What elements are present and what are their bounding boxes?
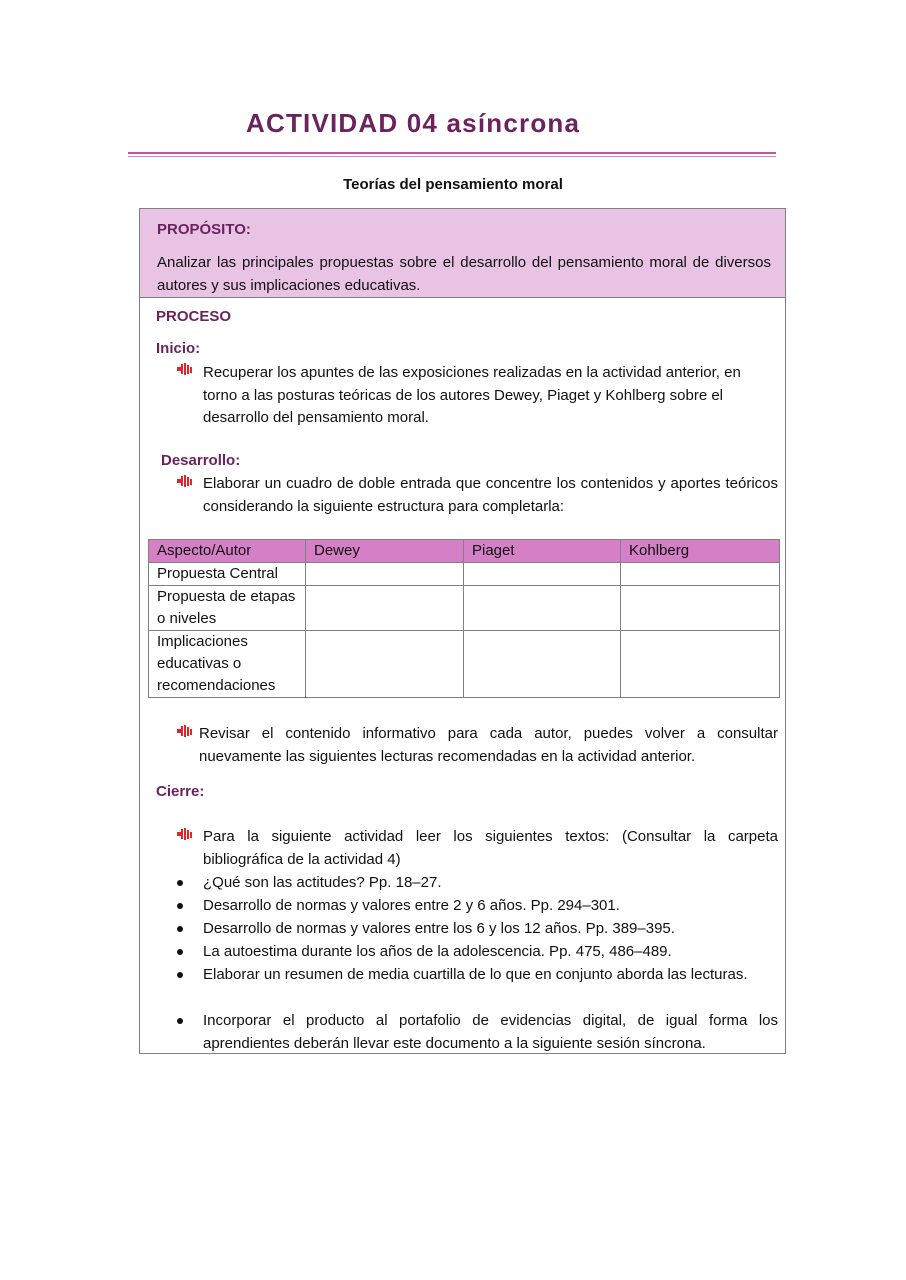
process-heading: PROCESO xyxy=(156,308,232,325)
table-cell xyxy=(464,586,621,631)
red-hand-pointer-icon xyxy=(176,724,192,738)
table-cell xyxy=(306,586,464,631)
revisar-text: Revisar el contenido informativo para cada autor, puedes volver a consultar nuevamente las siguientes lecturas recomendadas en la actividad anterior. xyxy=(199,725,778,765)
table-row xyxy=(149,631,780,698)
red-hand-pointer-icon xyxy=(176,474,192,488)
reading-list-item: ¿Qué son las actitudes? Pp. 18–27. xyxy=(203,874,442,891)
table-cell xyxy=(621,631,780,698)
title-rule xyxy=(128,152,776,154)
desarrollo-item-text: Elaborar un cuadro de doble entrada que concentre los contenidos y aportes teóricos considerando la siguiente estructura para completarla: xyxy=(203,475,778,515)
cierre-item-text: Para la siguiente actividad leer los siguientes textos: (Consultar la carpeta bibliográfica de la actividad 4) xyxy=(203,828,778,868)
red-hand-pointer-icon xyxy=(176,827,192,841)
table-cell xyxy=(621,586,780,631)
reading-list-item: Desarrollo de normas y valores entre los 6 y los 12 años. Pp. 389–395. xyxy=(203,920,675,937)
table-header-row xyxy=(149,540,780,563)
bullet-dot-icon xyxy=(177,972,183,978)
document-title: ACTIVIDAD 04 asíncrona xyxy=(246,108,581,138)
bullet-dot-icon xyxy=(177,926,183,932)
reading-list-item: Desarrollo de normas y valores entre 2 y 6 años. Pp. 294–301. xyxy=(203,897,620,914)
table-cell xyxy=(306,563,464,586)
purpose-text: Analizar las principales propuestas sobre el desarrollo del pensamiento moral de diversos autores y sus implicaciones educativas. xyxy=(157,254,771,294)
purpose-heading: PROPÓSITO: xyxy=(157,221,251,238)
table-header-cell: Piaget xyxy=(464,540,621,563)
table-cell: Implicaciones educativas o recomendaciones xyxy=(149,631,306,698)
table-header-cell: Dewey xyxy=(306,540,464,563)
table-cell: Propuesta de etapas o niveles xyxy=(149,586,306,631)
table-cell xyxy=(464,563,621,586)
title-rule-thin xyxy=(128,156,776,157)
table-header-cell: Aspecto/Autor xyxy=(149,540,306,563)
reading-list-item: La autoestima durante los años de la adolescencia. Pp. 475, 486–489. xyxy=(203,943,672,960)
table-cell xyxy=(621,563,780,586)
table-cell: Propuesta Central xyxy=(149,563,306,586)
table-cell xyxy=(306,631,464,698)
table-row xyxy=(149,563,780,586)
desarrollo-heading: Desarrollo: xyxy=(161,452,241,469)
inicio-heading: Inicio: xyxy=(156,340,201,357)
bullet-dot-icon xyxy=(177,1018,183,1024)
task-list-item: Elaborar un resumen de media cuartilla de lo que en conjunto aborda las lecturas. xyxy=(203,966,748,983)
bullet-dot-icon xyxy=(177,903,183,909)
table-cell xyxy=(464,631,621,698)
table-header-cell: Kohlberg xyxy=(621,540,780,563)
task-list-item: Incorporar el producto al portafolio de evidencias digital, de igual forma los aprendientes deberán llevar este documento a la siguiente sesión síncrona. xyxy=(203,1012,778,1052)
red-hand-pointer-icon xyxy=(176,362,192,376)
cierre-heading: Cierre: xyxy=(156,783,205,800)
bullet-dot-icon xyxy=(177,880,183,886)
table-row xyxy=(149,586,780,631)
inicio-item-text: Recuperar los apuntes de las exposiciones realizadas en la actividad anterior, en torno a las posturas teóricas de los autores Dewey, Piaget y Kohlberg sobre el desarrollo del pensamiento moral. xyxy=(203,364,741,426)
bullet-dot-icon xyxy=(177,949,183,955)
double-entry-table xyxy=(148,539,780,698)
document-subtitle: Teorías del pensamiento moral xyxy=(343,176,563,193)
